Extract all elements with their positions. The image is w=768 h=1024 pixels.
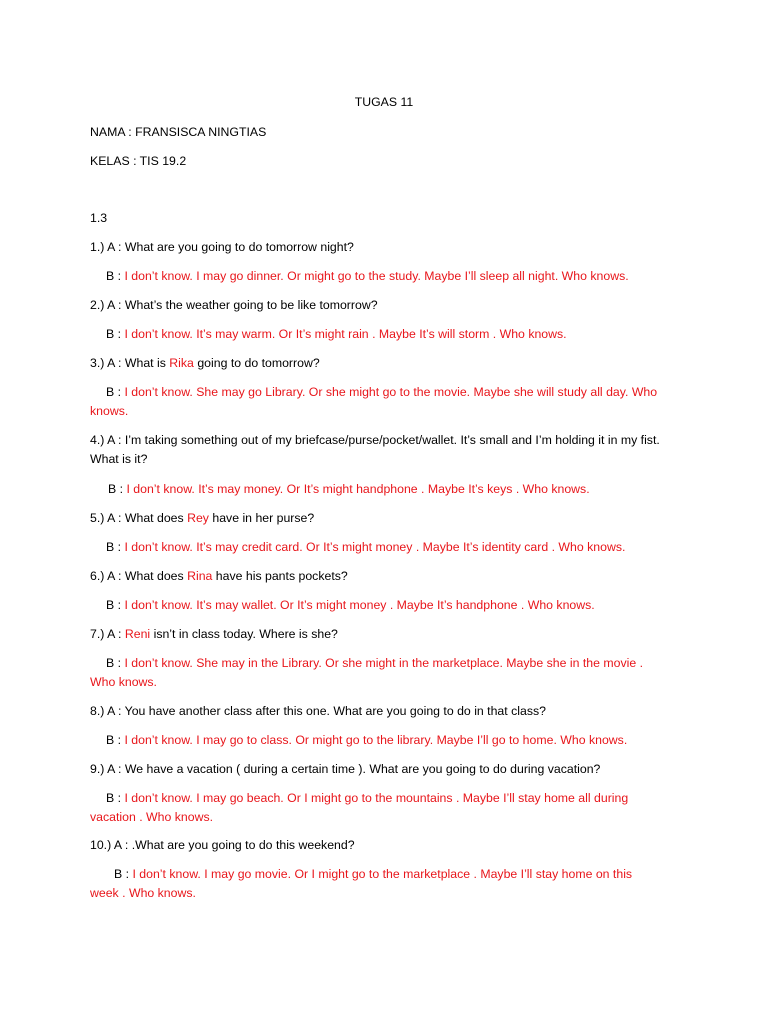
question-8: 8.) A : You have another class after this one. What are you going to do in that class? [90, 704, 546, 718]
answer-9: B : I don’t know. I may go beach. Or I might go to the mountains . Maybe I’ll stay home all during vacation . Who knows. [90, 791, 629, 824]
page-title: TUGAS 11 [354, 95, 414, 109]
question-4: 4.) A : I’m taking something out of my briefcase/purse/pocket/wallet. It’s small and I’m holding it in my fist. What is it? [90, 433, 660, 466]
question-6: 6.) A : What does Rina have his pants pockets? [90, 569, 348, 583]
answer-10: B : I don’t know. I may go movie. Or I might go to the marketplace . Maybe I’ll stay home on this week . Who knows. [90, 867, 633, 900]
question-10: 10.) A : .What are you going to do this weekend? [90, 838, 355, 852]
answer-2: B : I don’t know. It’s may warm. Or It’s might rain . Maybe It’s will storm . Who knows. [106, 327, 567, 341]
question-1: 1.) A : What are you going to do tomorrow night? [90, 240, 354, 254]
student-name: NAMA : FRANSISCA NINGTIAS [90, 125, 267, 139]
question-9: 9.) A : We have a vacation ( during a certain time ). What are you going to do during vacation? [90, 762, 601, 776]
answer-4: B : I don’t know. It’s may money. Or It’s might handphone . Maybe It’s keys . Who knows. [108, 482, 590, 496]
question-7: 7.) A : Reni isn’t in class today. Where is she? [90, 627, 338, 641]
answer-8: B : I don’t know. I may go to class. Or might go to the library. Maybe I’ll go to home. Who knows. [106, 733, 628, 747]
section-number: 1.3 [90, 211, 108, 225]
answer-7: B : I don’t know. She may in the Library. Or she might in the marketplace. Maybe she in the movie . Who knows. [90, 656, 643, 689]
question-3: 3.) A : What is Rika going to do tomorrow? [90, 356, 320, 370]
question-2: 2.) A : What’s the weather going to be like tomorrow? [90, 298, 378, 312]
answer-5: B : I don’t know. It’s may credit card. Or It’s might money . Maybe It’s identity card . Who knows. [106, 540, 626, 554]
answer-1: B : I don’t know. I may go dinner. Or might go to the study. Maybe I’ll sleep all night. Who knows. [106, 269, 629, 283]
question-5: 5.) A : What does Rey have in her purse? [90, 511, 315, 525]
answer-6: B : I don’t know. It’s may wallet. Or It’s might money . Maybe It’s handphone . Who knows. [106, 598, 595, 612]
answer-3: B : I don’t know. She may go Library. Or she might go to the movie. Maybe she will study all day. Who knows. [90, 385, 658, 418]
student-class: KELAS : TIS 19.2 [90, 154, 187, 168]
